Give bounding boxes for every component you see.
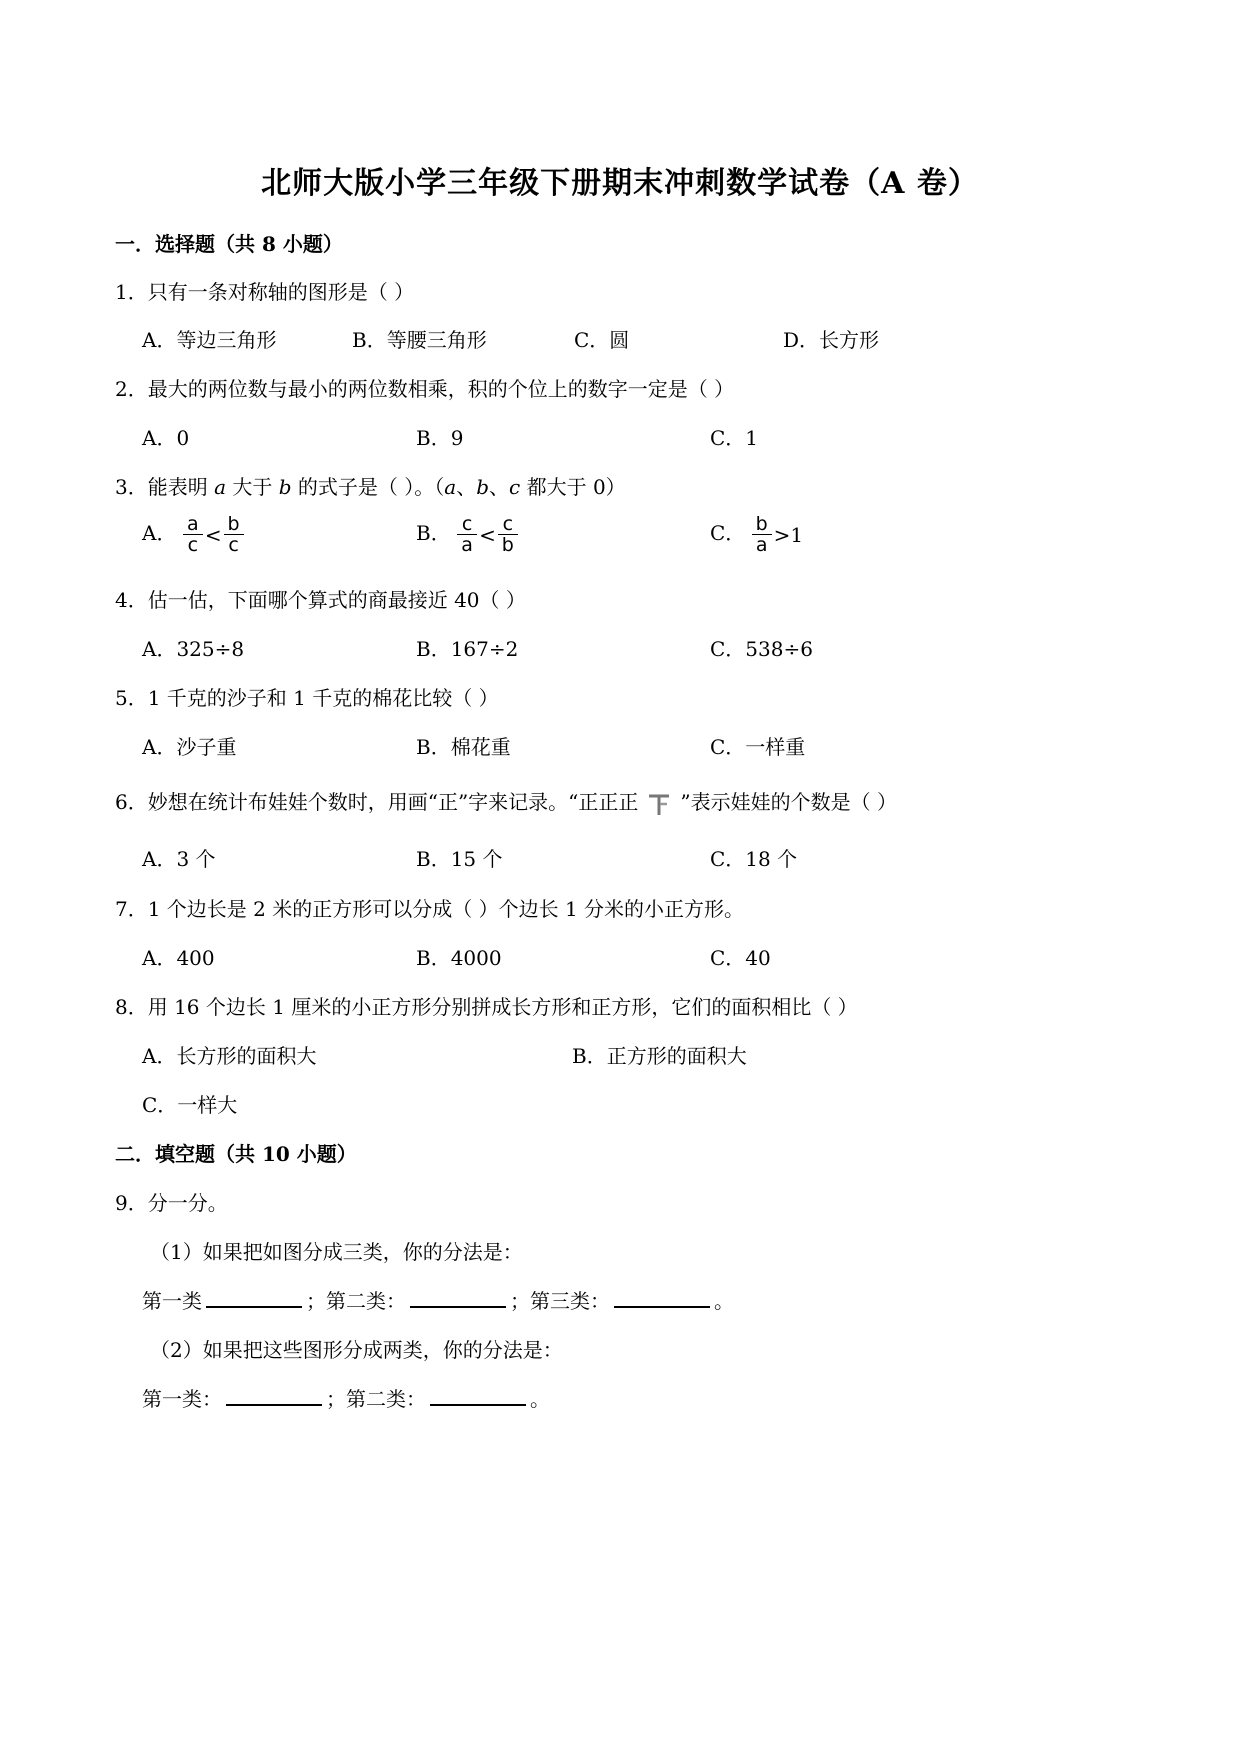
question-7: 7．1 个边长是 2 米的正方形可以分成（ ）个边长 1 分米的小正方形。 bbox=[115, 897, 745, 921]
numerator: b bbox=[227, 513, 240, 535]
q6-option-c: C．18 个 bbox=[710, 847, 798, 871]
q5-option-c: C．一样重 bbox=[710, 735, 806, 759]
q3-text-mid: 大于 bbox=[226, 475, 279, 499]
answer-label: ；第二类： bbox=[306, 1289, 406, 1313]
fraction bbox=[224, 514, 244, 555]
answer-label: ；第二类： bbox=[326, 1387, 426, 1411]
q3-option-c bbox=[710, 514, 805, 555]
q3-option-b bbox=[416, 514, 518, 555]
fraction bbox=[752, 514, 772, 555]
fraction bbox=[457, 514, 477, 555]
q5-option-b: B．棉花重 bbox=[416, 735, 511, 759]
q3-var-b: b bbox=[278, 475, 292, 499]
answer-blank[interactable] bbox=[430, 1386, 526, 1406]
answer-blank[interactable] bbox=[226, 1386, 322, 1406]
answer-blank[interactable] bbox=[614, 1288, 710, 1308]
question-2: 2．最大的两位数与最小的两位数相乘，积的个位上的数字一定是（ ） bbox=[115, 377, 735, 401]
q7-option-c: C．40 bbox=[710, 946, 771, 970]
q3-option-a bbox=[142, 514, 244, 555]
question-6 bbox=[115, 786, 897, 816]
question-4: 4．估一估，下面哪个算式的商最接近 40（ ） bbox=[115, 588, 526, 612]
q3-text-post: 的式子是（ ）。（ bbox=[291, 475, 445, 499]
q3-sep: 、 bbox=[489, 475, 510, 499]
q3-text-tail: 都大于 0） bbox=[520, 475, 626, 499]
denominator: a bbox=[755, 534, 768, 556]
denominator: b bbox=[501, 534, 514, 556]
answer-blank[interactable] bbox=[410, 1288, 506, 1308]
answer-label: 。 bbox=[714, 1289, 734, 1313]
denominator: c bbox=[187, 534, 199, 556]
fraction bbox=[498, 514, 518, 555]
q8-option-b: B．正方形的面积大 bbox=[572, 1044, 747, 1068]
q1-option-c: C．圆 bbox=[574, 328, 630, 352]
q6-text-pre: 6．妙想在统计布娃娃个数时，用画“正”字来记录。“正正正 bbox=[115, 790, 639, 814]
answer-label: 第一类 bbox=[142, 1289, 202, 1313]
q1-option-a: A．等边三角形 bbox=[142, 328, 277, 352]
q3-text-pre: 3．能表明 bbox=[115, 475, 215, 499]
q2-option-c: C．1 bbox=[710, 426, 759, 450]
q2-option-a: A．0 bbox=[142, 426, 190, 450]
q5-option-a: A．沙子重 bbox=[142, 735, 237, 759]
q6-option-a: A．3 个 bbox=[142, 847, 216, 871]
page-title: 北师大版小学三年级下册期末冲刺数学试卷（A 卷） bbox=[261, 166, 979, 201]
q4-option-c: C．538÷6 bbox=[710, 637, 813, 661]
q8-option-c: C．一样大 bbox=[142, 1093, 238, 1117]
section-heading-fill: 二．填空题（共 10 小题） bbox=[115, 1142, 357, 1166]
q3-var-a: a bbox=[214, 475, 227, 499]
option-label: A． bbox=[142, 521, 177, 545]
answer-label: ；第三类： bbox=[510, 1289, 610, 1313]
question-9: 9．分一分。 bbox=[115, 1191, 228, 1215]
denominator: c bbox=[228, 534, 239, 556]
answer-label: 第一类： bbox=[142, 1387, 222, 1411]
relation-sign: < bbox=[479, 522, 496, 547]
q3-sep: 、 bbox=[456, 475, 477, 499]
q4-option-b: B．167÷2 bbox=[416, 637, 519, 661]
q9-part-1: （1）如果把如图分成三类，你的分法是： bbox=[150, 1240, 523, 1264]
option-label: B． bbox=[416, 521, 451, 545]
q9-part-1-answers bbox=[142, 1285, 734, 1314]
denominator: a bbox=[461, 534, 473, 556]
q1-option-b: B．等腰三角形 bbox=[352, 328, 487, 352]
q6-option-b: B．15 个 bbox=[416, 847, 503, 871]
section-heading-choice: 一．选择题（共 8 小题） bbox=[115, 232, 343, 256]
q8-option-a: A．长方形的面积大 bbox=[142, 1044, 317, 1068]
option-label: C． bbox=[710, 521, 746, 545]
q2-option-b: B．9 bbox=[416, 426, 464, 450]
q7-option-b: B．4000 bbox=[416, 946, 502, 970]
question-1: 1．只有一条对称轴的图形是（ ） bbox=[115, 280, 415, 304]
q6-text-post: ”表示娃娃的个数是（ ） bbox=[680, 790, 897, 814]
question-8: 8．用 16 个边长 1 厘米的小正方形分别拼成长方形和正方形，它们的面积相比（ ） bbox=[115, 995, 858, 1019]
numerator: c bbox=[461, 513, 473, 535]
q3-var-c: c bbox=[509, 475, 521, 499]
question-3 bbox=[115, 471, 626, 500]
q1-option-d: D．长方形 bbox=[783, 328, 880, 352]
relation-sign: >1 bbox=[773, 522, 804, 547]
q3-var-a2: a bbox=[444, 475, 457, 499]
q7-option-a: A．400 bbox=[142, 946, 215, 970]
answer-label: 。 bbox=[530, 1387, 550, 1411]
answer-blank[interactable] bbox=[206, 1288, 302, 1308]
numerator: a bbox=[186, 513, 199, 535]
q3-var-b2: b bbox=[476, 475, 490, 499]
fraction bbox=[183, 514, 203, 555]
numerator: b bbox=[755, 513, 768, 535]
q9-part-2-answers bbox=[142, 1383, 550, 1412]
tally-mark-icon bbox=[644, 792, 674, 816]
question-5: 5．1 千克的沙子和 1 千克的棉花比较（ ） bbox=[115, 686, 499, 710]
q9-part-2: （2）如果把这些图形分成两类，你的分法是： bbox=[150, 1338, 563, 1362]
q4-option-a: A．325÷8 bbox=[142, 637, 245, 661]
numerator: c bbox=[502, 513, 514, 535]
relation-sign: < bbox=[204, 522, 222, 547]
